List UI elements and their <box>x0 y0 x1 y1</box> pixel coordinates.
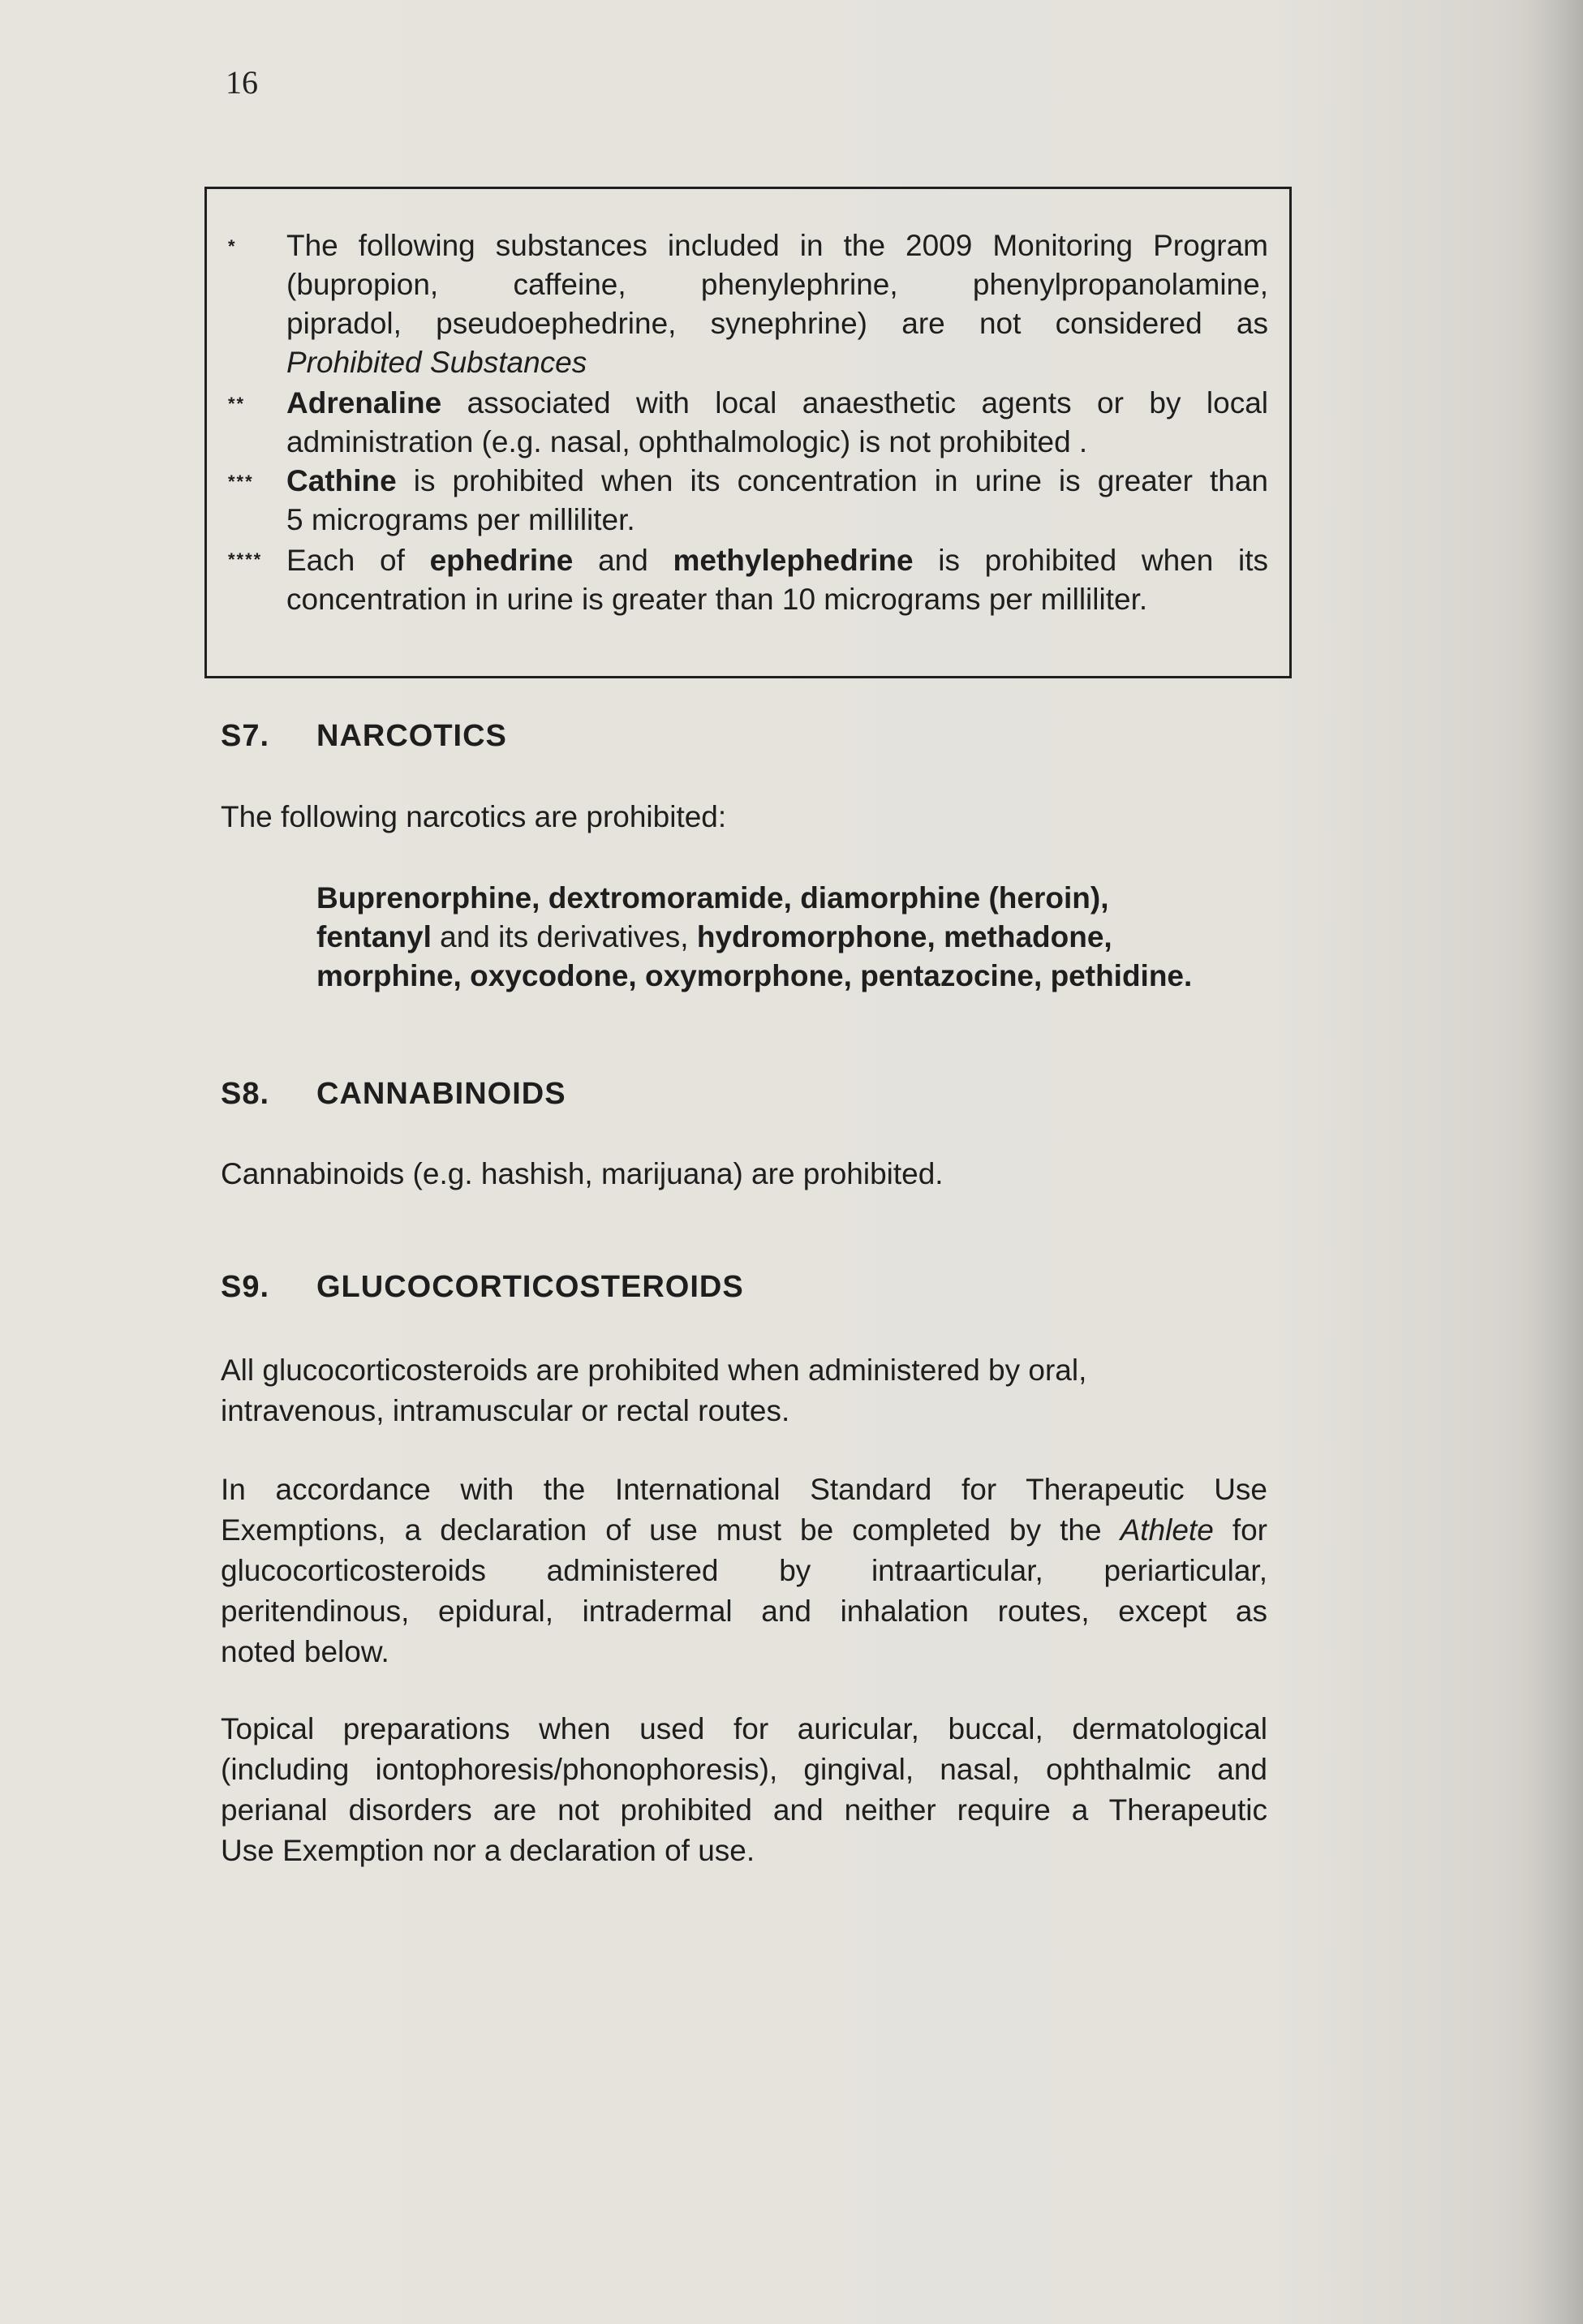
footnote-text <box>286 384 1268 462</box>
footnote-line <box>286 384 1268 423</box>
s9-paragraph-1 <box>221 1351 1267 1432</box>
footnote-line-rest: is prohibited when its concentration in urine is greater than <box>396 464 1268 497</box>
s9-paragraph-3 <box>221 1710 1267 1872</box>
footnotes-box <box>204 187 1292 678</box>
footnote-line: administration (e.g. nasal, ophthalmologic) is not prohibited . <box>286 425 1088 458</box>
footnote-line-post: is prohibited when its <box>913 544 1268 577</box>
paragraph-line: Topical preparations when used for auricular, buccal, dermatological <box>221 1712 1267 1745</box>
footnote-line: The following substances included in the 2009 Monitoring Program <box>286 229 1268 262</box>
s9-paragraph-2 <box>221 1470 1267 1673</box>
page-number: 16 <box>226 64 258 101</box>
footnote-line: concentration in urine is greater than 10 micrograms per milliliter. <box>286 583 1148 616</box>
section-title: NARCOTICS <box>316 719 507 753</box>
footnote-text <box>286 541 1268 619</box>
bold-term: Adrenaline <box>286 386 442 420</box>
section-number: S8. <box>221 1077 270 1111</box>
paragraph-line: Use Exemption nor a declaration of use. <box>221 1834 755 1867</box>
section-heading-s8 <box>221 1077 566 1112</box>
paragraph-line: noted below. <box>221 1635 389 1668</box>
section-heading-s9 <box>221 1270 744 1305</box>
paragraph-line: peritendinous, epidural, intradermal and inhalation routes, except as <box>221 1595 1267 1628</box>
footnote-line: Prohibited Substances <box>286 346 587 379</box>
footnote-marker: *** <box>228 471 254 492</box>
section-title: GLUCOCORTICOSTEROIDS <box>316 1270 744 1304</box>
paragraph-line-pre: Exemptions, a declaration of use must be completed by the <box>221 1513 1121 1547</box>
paragraph-line: Cannabinoids (e.g. hashish, marijuana) are prohibited. <box>221 1157 944 1190</box>
paragraph-line: intravenous, intramuscular or rectal routes. <box>221 1394 790 1427</box>
paragraph-line: perianal disorders are not prohibited and neither require a Therapeutic <box>221 1793 1267 1827</box>
section-number: S9. <box>221 1270 270 1304</box>
footnote-line <box>286 541 1268 580</box>
footnote-text <box>286 226 1268 382</box>
italic-term: Athlete <box>1120 1513 1214 1547</box>
bold-term: hydromorphone, methadone, <box>696 920 1112 953</box>
footnote-line-pre: Each of <box>286 544 430 577</box>
footnote-line-mid: and <box>573 544 673 577</box>
paragraph-line-post: for <box>1213 1513 1267 1547</box>
paragraph-line <box>221 1511 1267 1551</box>
footnote-marker: **** <box>228 549 263 570</box>
s7-intro <box>221 798 1267 838</box>
footnote-marker: ** <box>228 394 246 414</box>
list-line: Buprenorphine, dextromoramide, diamorphine (heroin), <box>316 881 1109 915</box>
paragraph-line: glucocorticosteroids administered by intraarticular, periarticular, <box>221 1554 1267 1587</box>
footnote-line <box>286 462 1268 501</box>
s7-narcotics-list <box>316 879 1250 996</box>
footnote-marker: * <box>228 236 237 256</box>
paragraph-line: In accordance with the International Standard for Therapeutic Use <box>221 1473 1267 1506</box>
footnote-line: pipradol, pseudoephedrine, synephrine) are not considered as <box>286 307 1268 340</box>
footnote-line: (bupropion, caffeine, phenylephrine, phenylpropanolamine, <box>286 268 1268 301</box>
list-line <box>316 918 1250 957</box>
footnote-line: 5 micrograms per milliliter. <box>286 503 635 536</box>
bold-term: methylephedrine <box>673 544 914 577</box>
footnote-line-rest: associated with local anaesthetic agents or by local <box>441 386 1268 420</box>
bold-term: Cathine <box>286 464 397 497</box>
page-gutter-shadow <box>1525 0 1583 2324</box>
footnote-text <box>286 462 1268 540</box>
section-number: S7. <box>221 719 270 753</box>
paragraph-line: (including iontophoresis/phonophoresis), gingival, nasal, ophthalmic and <box>221 1753 1267 1786</box>
bold-term: fentanyl <box>316 920 432 953</box>
list-line-normal: and its derivatives, <box>431 920 697 953</box>
s8-text <box>221 1155 1267 1195</box>
paragraph-line: All glucocorticosteroids are prohibited when administered by oral, <box>221 1354 1087 1387</box>
section-title: CANNABINOIDS <box>316 1077 566 1111</box>
list-line: morphine, oxycodone, oxymorphone, pentazocine, pethidine. <box>316 959 1193 992</box>
paragraph-line: The following narcotics are prohibited: <box>221 800 727 833</box>
section-heading-s7 <box>221 719 507 754</box>
bold-term: ephedrine <box>429 544 574 577</box>
